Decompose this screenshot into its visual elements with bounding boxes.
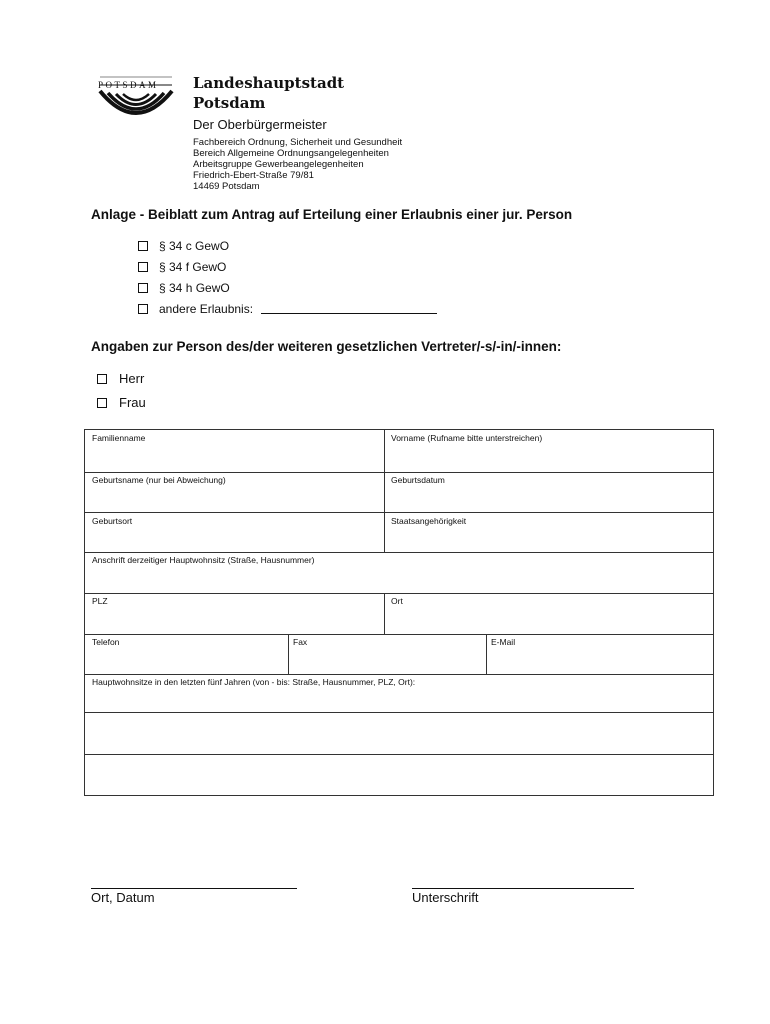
column-divider — [384, 593, 385, 634]
permit-option-other[interactable] — [138, 302, 437, 316]
field-hauptwohnsitze[interactable]: Hauptwohnsitze in den letzten fünf Jahren (von - bis: Straße, Hausnummer, PLZ, Ort): — [92, 677, 416, 687]
city-name-line2: Potsdam — [193, 94, 266, 112]
address-street: Friedrich-Ebert-Straße 79/81 — [193, 170, 314, 181]
permit-option-label: § 34 c GewO — [159, 239, 230, 253]
document-title: Anlage - Beiblatt zum Antrag auf Erteilung einer Erlaubnis einer jur. Person — [91, 207, 573, 222]
row-divider — [85, 552, 713, 553]
field-geburtsdatum[interactable]: Geburtsdatum — [391, 475, 445, 485]
checkbox-icon[interactable] — [138, 283, 148, 293]
field-geburtsname[interactable]: Geburtsname (nur bei Abweichung) — [92, 475, 226, 485]
field-anschrift[interactable]: Anschrift derzeitiger Hauptwohnsitz (Straße, Hausnummer) — [92, 555, 315, 565]
signature-line[interactable] — [412, 888, 634, 889]
checkbox-icon[interactable] — [138, 304, 148, 314]
row-divider — [85, 754, 713, 755]
permit-option-34c[interactable] — [138, 239, 229, 253]
field-ort[interactable]: Ort — [391, 596, 403, 606]
row-divider — [85, 674, 713, 675]
permit-option-34h[interactable] — [138, 281, 230, 295]
logo-text: POTSDAM — [98, 80, 159, 90]
address-city: 14469 Potsdam — [193, 181, 260, 192]
field-telefon[interactable]: Telefon — [92, 637, 120, 647]
section-title: Angaben zur Person des/der weiteren gesetzlichen Vertreter/-s/-in/-innen: — [91, 339, 562, 354]
checkbox-icon[interactable] — [138, 262, 148, 272]
field-vorname[interactable]: Vorname (Rufname bitte unterstreichen) — [391, 433, 543, 443]
department-line: Fachbereich Ordnung, Sicherheit und Gesundheit — [193, 137, 403, 148]
checkbox-icon[interactable] — [97, 374, 107, 384]
place-date-line[interactable] — [91, 888, 297, 889]
permit-option-34f[interactable] — [138, 260, 226, 274]
field-familienname[interactable]: Familienname — [92, 433, 146, 443]
field-fax[interactable]: Fax — [293, 637, 308, 647]
checkbox-icon[interactable] — [138, 241, 148, 251]
mayor-title: Der Oberbürgermeister — [193, 117, 327, 132]
salutation-herr[interactable] — [97, 371, 144, 386]
checkbox-icon[interactable] — [97, 398, 107, 408]
column-divider — [384, 430, 385, 552]
department-line: Arbeitsgruppe Gewerbeangelegenheiten — [193, 159, 364, 170]
field-geburtsort[interactable]: Geburtsort — [92, 516, 133, 526]
salutation-label: Frau — [119, 395, 146, 410]
field-staatsangehoerigkeit[interactable]: Staatsangehörigkeit — [391, 516, 467, 526]
column-divider — [288, 634, 289, 674]
row-divider — [85, 512, 713, 513]
row-divider — [85, 634, 713, 635]
salutation-frau[interactable] — [97, 395, 146, 410]
field-email[interactable]: E-Mail — [491, 637, 516, 647]
department-line: Bereich Allgemeine Ordnungsangelegenheiten — [193, 148, 389, 159]
column-divider — [486, 634, 487, 674]
field-plz[interactable]: PLZ — [92, 596, 108, 606]
city-name-line1: Landeshauptstadt — [193, 74, 345, 92]
salutation-label: Herr — [119, 371, 145, 386]
permit-option-label: § 34 f GewO — [159, 260, 227, 274]
person-form-table — [84, 429, 714, 796]
place-date-label: Ort, Datum — [91, 890, 155, 905]
row-divider — [85, 712, 713, 713]
other-permit-input-line[interactable] — [261, 304, 437, 314]
permit-option-label: andere Erlaubnis: — [159, 302, 254, 316]
permit-option-label: § 34 h GewO — [159, 281, 230, 295]
signature-label: Unterschrift — [412, 890, 479, 905]
row-divider — [85, 593, 713, 594]
row-divider — [85, 472, 713, 473]
